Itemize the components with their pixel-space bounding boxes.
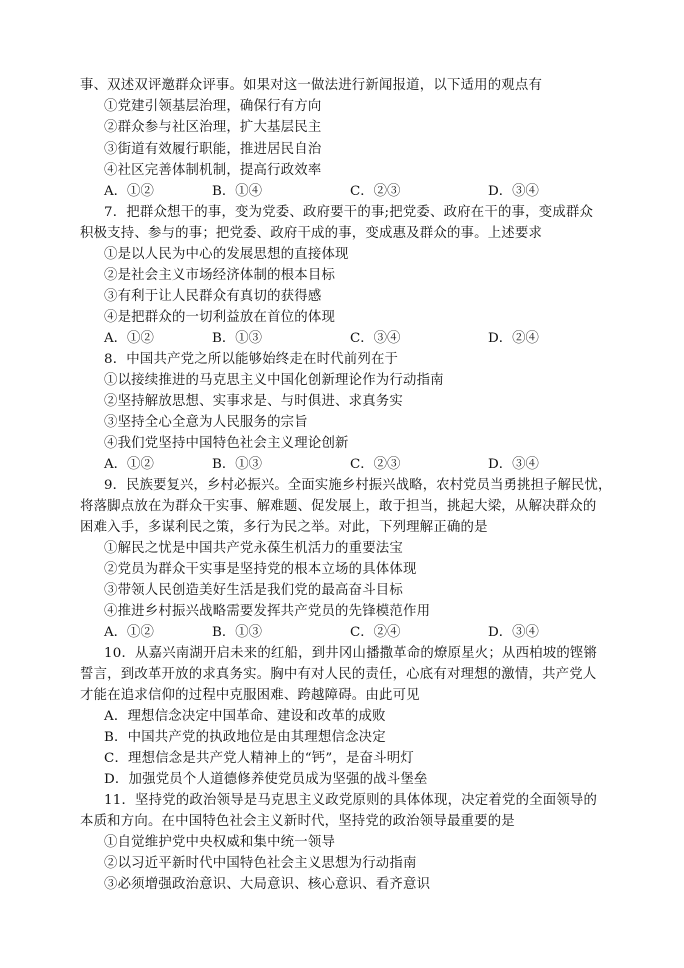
q11-item-3: ③必须增强政治意识、大局意识、核心意识、看齐意识 [104, 877, 431, 892]
q6-item-4: ④社区完善体制机制，提高行政效率 [104, 163, 322, 178]
q10-stem-line-2: 誓言，到改革开放的求真务实。胸中有对人民的责任，心底有对理想的激情，共产党人 [80, 667, 597, 682]
q8-option-c: C．②③ [350, 457, 401, 472]
q8-item-3: ③坚持全心全意为人民服务的宗旨 [104, 415, 308, 430]
q9-stem-line-3: 困难入手，多谋利民之策，多行为民之举。对此，下列理解正确的是 [80, 520, 488, 535]
q6-option-c: C．②③ [350, 184, 401, 199]
q6-option-d: D．③④ [488, 184, 539, 199]
q8-item-4: ④我们党坚持中国特色社会主义理论创新 [104, 436, 349, 451]
q7-item-2: ②是社会主义市场经济体制的根本目标 [104, 268, 336, 283]
q7-option-b: B．①③ [212, 331, 263, 346]
q6-item-2: ②群众参与社区治理，扩大基层民主 [104, 120, 322, 135]
q10-choice-b: B．中国共产党的执政地位是由其理想信念决定 [104, 730, 386, 745]
q10-choice-d: D．加强党员个人道德修养使党员成为坚强的战斗堡垒 [104, 772, 428, 787]
q10-stem-line-1: 10．从嘉兴南湖开启未来的红船，到井冈山播撒革命的燎原星火；从西柏坡的铿锵 [104, 646, 598, 661]
q9-item-2: ②党员为群众干实事是坚持党的根本立场的具体体现 [104, 562, 417, 577]
q9-item-3: ③带领人民创造美好生活是我们党的最高奋斗目标 [104, 583, 403, 598]
q8-item-1: ①以接续推进的马克思主义中国化创新理论作为行动指南 [104, 373, 444, 388]
q7-option-d: D．②④ [488, 331, 539, 346]
q7-option-a: A．①② [104, 331, 154, 346]
q6-option-b: B．①④ [212, 184, 263, 199]
q8-option-a: A．①② [104, 457, 154, 472]
q6-stem-tail: 事、双述双评邀群众评事。如果对这一做法进行新闻报道，以下适用的观点有 [80, 78, 543, 93]
q9-stem-line-2: 将落脚点放在为群众干实事、解难题、促发展上，敢于担当，挑起大梁，从解决群众的 [80, 499, 597, 514]
q9-item-4: ④推进乡村振兴战略需要发挥共产党员的先锋模范作用 [104, 604, 431, 619]
q7-item-4: ④是把群众的一切利益放在首位的体现 [104, 310, 336, 325]
q8-stem-line-1: 8．中国共产党之所以能够始终走在时代前列在于 [104, 352, 399, 367]
q9-option-a: A．①② [104, 625, 154, 640]
q6-item-3: ③街道有效履行职能，推进居民自治 [104, 142, 322, 157]
q9-option-b: B．①③ [212, 625, 263, 640]
q9-item-1: ①解民之忧是中国共产党永葆生机活力的重要法宝 [104, 541, 403, 556]
q10-choice-a: A．理想信念决定中国革命、建设和改革的成败 [104, 709, 386, 724]
q7-item-1: ①是以人民为中心的发展思想的直接体现 [104, 247, 349, 262]
q7-stem-line-2: 积极支持、参与的事；把党委、政府干成的事，变成惠及群众的事。上述要求 [80, 226, 543, 241]
q7-option-c: C．③④ [350, 331, 401, 346]
q10-choice-c: C．理想信念是共产党人精神上的“钙”，是奋斗明灯 [104, 751, 414, 766]
q9-stem-line-1: 9．民族要复兴，乡村必振兴。全面实施乡村振兴战略，农村党员当勇挑担子解民忧， [104, 478, 612, 493]
q11-stem-line-1: 11．坚持党的政治领导是马克思主义政党原则的具体体现，决定着党的全面领导的 [104, 793, 598, 808]
q11-item-1: ①自觉维护党中央权威和集中统一领导 [104, 835, 336, 850]
q7-stem-line-1: 7．把群众想干的事，变为党委、政府要干的事;把党委、政府在干的事，变成群众 [104, 205, 594, 220]
q9-option-d: D．③④ [488, 625, 539, 640]
q8-item-2: ②坚持解放思想、实事求是、与时俱进、求真务实 [104, 394, 403, 409]
q6-item-1: ①党建引领基层治理，确保行有方向 [104, 99, 322, 114]
q10-stem-line-3: 才能在追求信仰的过程中克服困难、跨越障碍。由此可见 [80, 688, 420, 703]
q8-option-b: B．①③ [212, 457, 263, 472]
q7-item-3: ③有利于让人民群众有真切的获得感 [104, 289, 322, 304]
q8-option-d: D．③④ [488, 457, 539, 472]
q9-option-c: C．②④ [350, 625, 401, 640]
q6-option-a: A．①② [104, 184, 154, 199]
q11-item-2: ②以习近平新时代中国特色社会主义思想为行动指南 [104, 856, 417, 871]
q11-stem-line-2: 本质和方向。在中国特色社会主义新时代，坚持党的政治领导最重要的是 [80, 814, 515, 829]
